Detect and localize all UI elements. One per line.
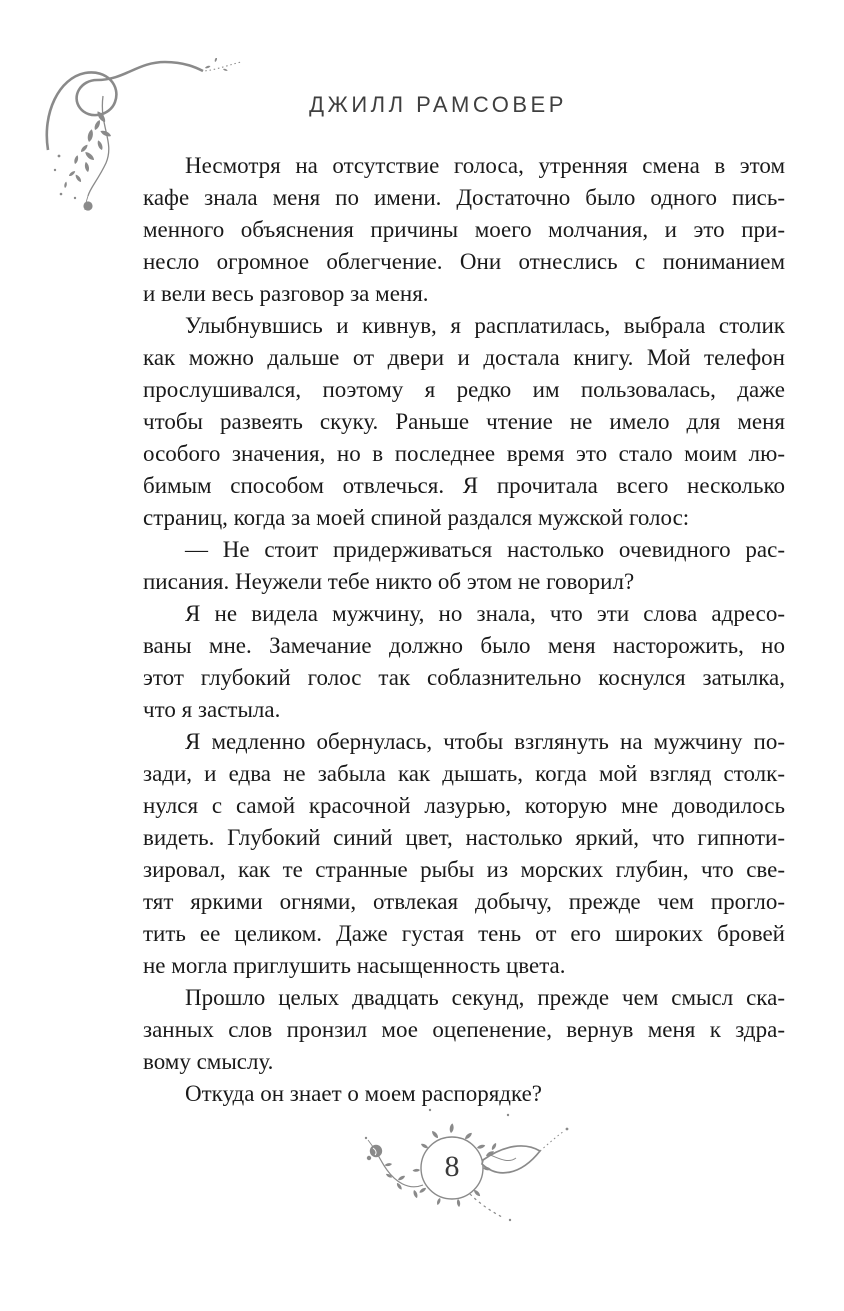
text-line: занных слов пронзил мое оцепенение, вернув меня к здра-: [143, 1017, 785, 1042]
paragraph: [143, 534, 785, 598]
text-line: страниц, когда за моей спиной раздался мужской голос:: [143, 505, 690, 530]
paragraph: [143, 982, 785, 1078]
text-line: Несмотря на отсутствие голоса, утренняя смена в этом: [185, 153, 785, 178]
running-header-title: ДЖИЛЛ РАМСОВЕР: [309, 92, 567, 117]
text-line: как можно дальше от двери и достала книгу. Мой телефон: [143, 345, 785, 370]
text-line: менного объяснения причины моего молчания, и это при-: [143, 217, 785, 242]
text-line: Я медленно обернулась, чтобы взглянуть на мужчину по-: [185, 729, 785, 754]
text-line: ваны мне. Замечание должно было меня насторожить, но: [143, 633, 785, 658]
text-line: особого значения, но в последнее время это стало моим лю-: [143, 441, 785, 466]
text-line: нулся с самой красочной лазурью, которую мне доводилось: [143, 793, 785, 818]
paragraph: [143, 598, 785, 726]
paragraph: [143, 726, 785, 982]
text-line: писания. Неужели тебе никто об этом не говорил?: [143, 569, 635, 594]
text-line: Прошло целых двадцать секунд, прежде чем смысл ска-: [185, 985, 785, 1010]
text-line: чтобы развеять скуку. Раньше чтение не имело для меня: [143, 409, 785, 434]
paragraph: [143, 150, 785, 310]
text-line: бимым способом отвлечься. Я прочитала всего несколько: [143, 473, 785, 498]
text-line: — Не стоит придерживаться настолько очевидного рас-: [185, 537, 785, 562]
text-line: этот глубокий голос так соблазнительно коснулся затылка,: [143, 665, 785, 690]
text-line: Откуда он знает о моем распорядке?: [185, 1081, 543, 1106]
page-number: 8: [444, 1150, 460, 1183]
text-line: кафе знала меня по имени. Достаточно было одного пись-: [143, 185, 785, 210]
text-line: прослушивался, поэтому я редко им пользовалась, даже: [143, 377, 785, 402]
text-line: несло огромное облегчение. Они отнеслись с пониманием: [143, 249, 785, 274]
paragraph: [143, 310, 785, 534]
text-line: тить ее целиком. Даже густая тень от его широких бровей: [143, 921, 785, 946]
text-line: видеть. Глубокий синий цвет, настолько яркий, что гипноти-: [143, 825, 785, 850]
text-line: тят яркими огнями, отвлекая добычу, прежде чем прогло-: [143, 889, 785, 914]
text-line: зировал, как те странные рыбы из морских глубин, что све-: [143, 857, 785, 882]
text-line: Улыбнувшись и кивнув, я расплатилась, выбрала столик: [185, 313, 785, 338]
text-line: вому смыслу.: [143, 1049, 274, 1074]
text-line: что я застыла.: [143, 697, 281, 722]
text-line: и вели весь разговор за меня.: [143, 281, 429, 306]
text-line: не могла приглушить насыщенность цвета.: [143, 953, 566, 978]
text-line: Я не видела мужчину, но знала, что эти слова адресо-: [185, 601, 785, 626]
page-text: [143, 150, 785, 1110]
text-line: зади, и едва не забыла как дышать, когда мой взгляд столк-: [143, 761, 785, 786]
